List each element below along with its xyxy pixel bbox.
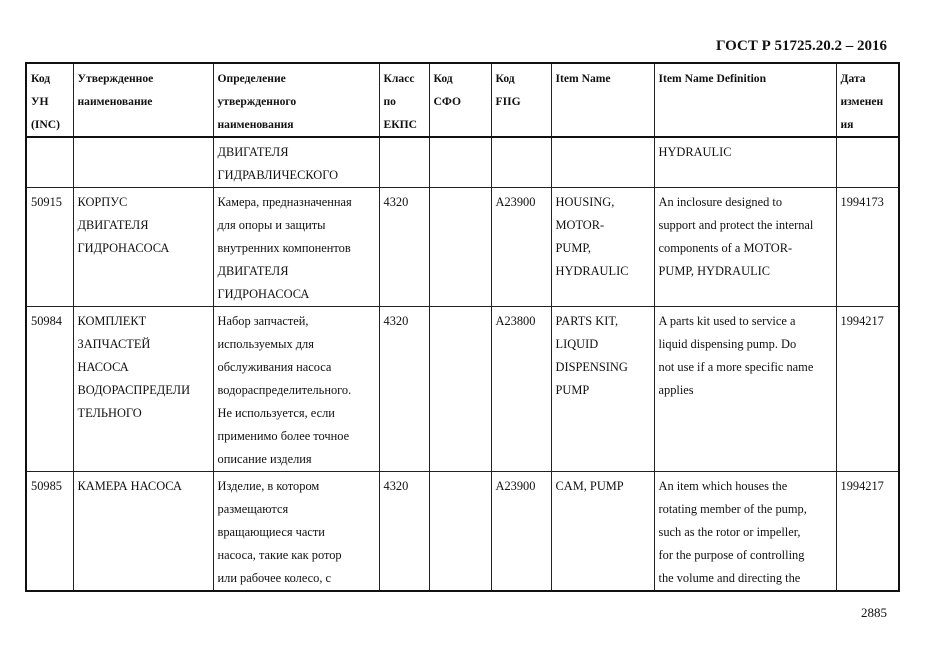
cell-fiig: A23900 [491, 188, 551, 307]
cell-fiig: A23900 [491, 472, 551, 592]
header-inc: Код УН (INC) [26, 63, 73, 137]
classification-table [25, 62, 900, 592]
cell-name: КОМПЛЕКТ ЗАПЧАСТЕЙ НАСОСА ВОДОРАСПРЕДЕЛИ ТЕЛЬНОГО [73, 307, 213, 472]
cell-date: 1994173 [836, 188, 899, 307]
cell-fiig [491, 137, 551, 188]
header-item-definition: Item Name Definition [654, 63, 836, 137]
header-fiig: Код FIIG [491, 63, 551, 137]
cell-class: 4320 [379, 472, 429, 592]
cell-inc [26, 137, 73, 188]
cell-name: КАМЕРА НАСОСА [73, 472, 213, 592]
table-row [26, 472, 899, 592]
cell-sfo [429, 137, 491, 188]
cell-name: КОРПУС ДВИГАТЕЛЯ ГИДРОНАСОСА [73, 188, 213, 307]
cell-item-definition: A parts kit used to service a liquid dispensing pump. Do not use if a more specific name applies [654, 307, 836, 472]
standard-header: ГОСТ Р 51725.20.2 – 2016 [715, 38, 887, 54]
cell-item-name: CAM, PUMP [551, 472, 654, 592]
cell-date [836, 137, 899, 188]
cell-item-name: HOUSING, MOTOR- PUMP, HYDRAULIC [551, 188, 654, 307]
header-date: Дата изменен ия [836, 63, 899, 137]
table-row [26, 188, 899, 307]
cell-class: 4320 [379, 307, 429, 472]
header-definition: Определение утвержденного наименования [213, 63, 379, 137]
cell-inc: 50915 [26, 188, 73, 307]
table-row [26, 307, 899, 472]
cell-date: 1994217 [836, 307, 899, 472]
page-number: 2885 [861, 605, 887, 620]
cell-definition: Набор запчастей, используемых для обслуживания насоса водораспределительного. Не используется, если применимо более точное описание изделия [213, 307, 379, 472]
cell-date: 1994217 [836, 472, 899, 592]
cell-name [73, 137, 213, 188]
cell-inc: 50984 [26, 307, 73, 472]
header-sfo: Код СФО [429, 63, 491, 137]
cell-item-definition: An inclosure designed to support and protect the internal components of a MOTOR- PUMP, HYDRAULIC [654, 188, 836, 307]
header-item-name: Item Name [551, 63, 654, 137]
cell-item-definition: An item which houses the rotating member of the pump, such as the rotor or impeller, for the purpose of controlling the volume and directing the [654, 472, 836, 592]
cell-sfo [429, 307, 491, 472]
cell-sfo [429, 188, 491, 307]
cell-item-name [551, 137, 654, 188]
header-class: Класс по ЕКПС [379, 63, 429, 137]
table-header-row [26, 63, 899, 137]
header-approved-name: Утвержденное наименование [73, 63, 213, 137]
cell-inc: 50985 [26, 472, 73, 592]
cell-sfo [429, 472, 491, 592]
cell-class: 4320 [379, 188, 429, 307]
cell-definition: Изделие, в котором размещаются вращающиеся части насоса, такие как ротор или рабочее колесо, с [213, 472, 379, 592]
cell-item-name: PARTS KIT, LIQUID DISPENSING PUMP [551, 307, 654, 472]
cell-item-definition: HYDRAULIC [654, 137, 836, 188]
cell-class [379, 137, 429, 188]
cell-fiig: A23800 [491, 307, 551, 472]
table-row [26, 137, 899, 188]
cell-definition: ДВИГАТЕЛЯ ГИДРАВЛИЧЕСКОГО [213, 137, 379, 188]
cell-definition: Камера, предназначенная для опоры и защиты внутренних компонентов ДВИГАТЕЛЯ ГИДРОНАСОСА [213, 188, 379, 307]
